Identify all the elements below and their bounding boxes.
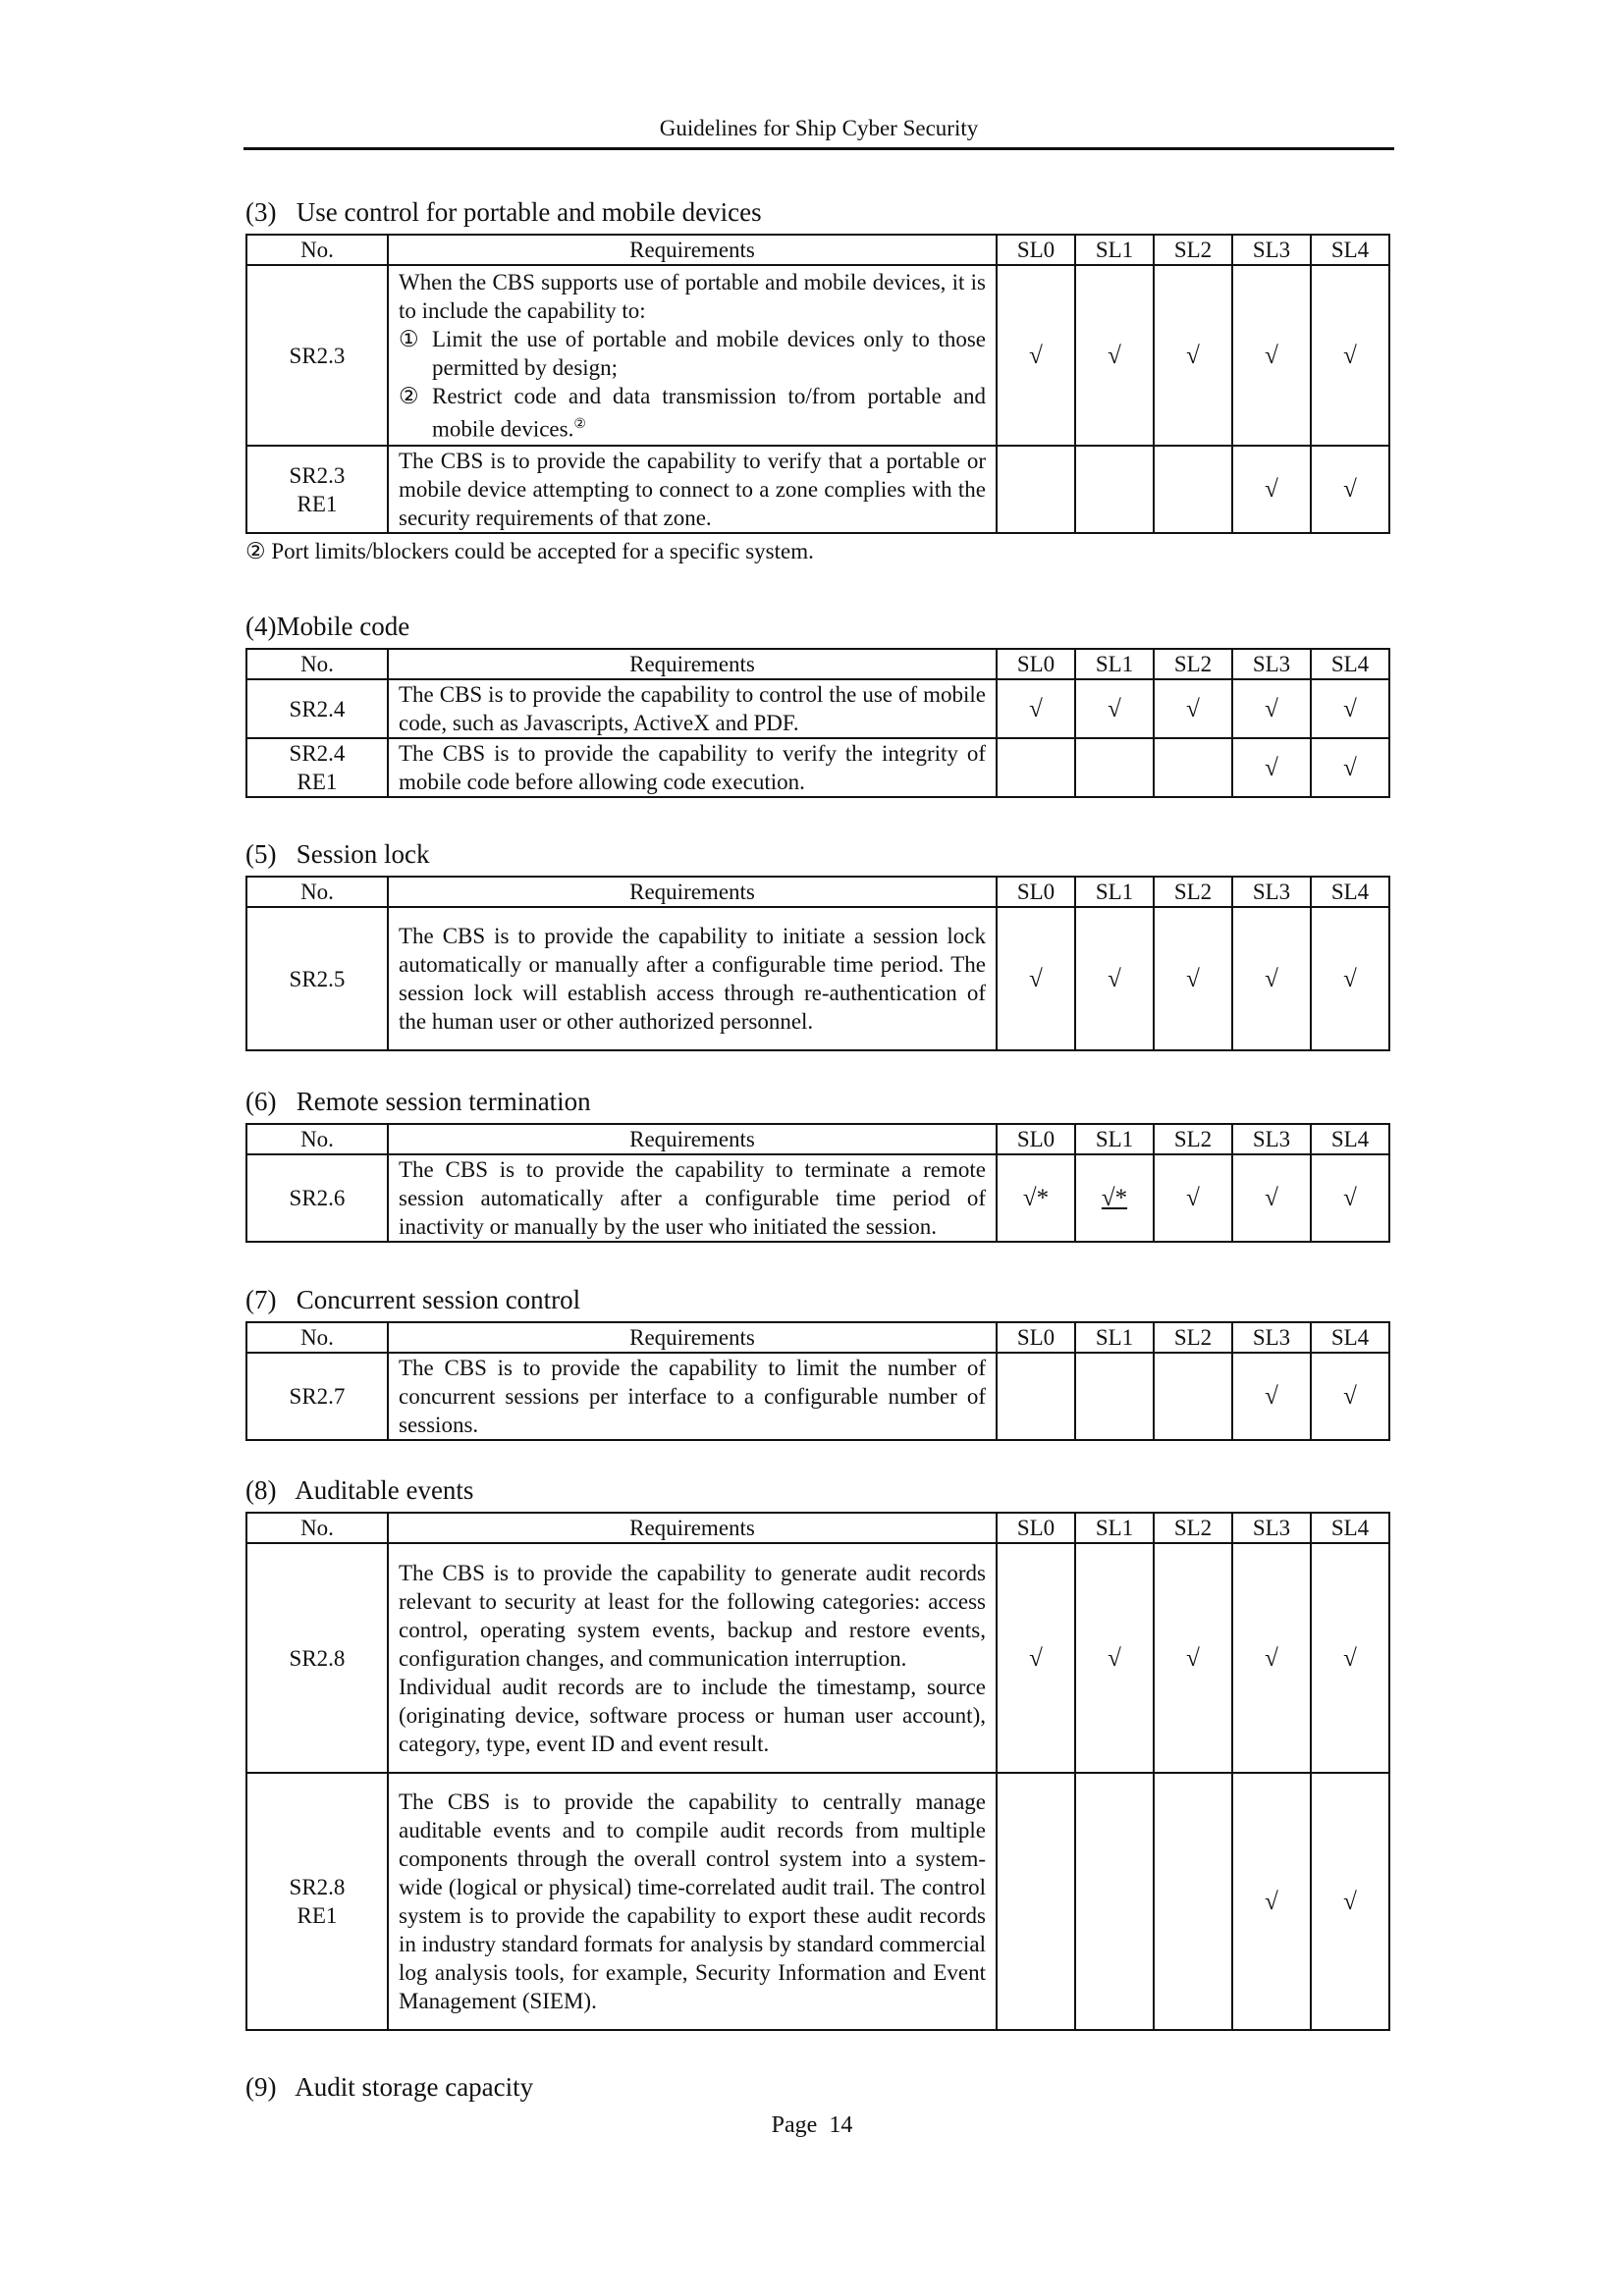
- requirement-number-line1: SR2.8: [289, 1875, 346, 1899]
- sl3-mark: √: [1232, 907, 1311, 1050]
- sl1-mark: [1075, 738, 1154, 797]
- sl2-mark: √: [1154, 907, 1232, 1050]
- sl0-mark: [997, 738, 1075, 797]
- item-number: ①: [399, 326, 419, 351]
- sl4-mark: √: [1311, 907, 1389, 1050]
- sl0-mark: √: [997, 679, 1075, 738]
- sl1-mark: [1075, 446, 1154, 533]
- sl0-mark: √: [997, 907, 1075, 1050]
- table-header-row: [246, 235, 1389, 265]
- header-requirements: Requirements: [388, 877, 997, 907]
- sl2-mark: [1154, 446, 1232, 533]
- header-sl4: SL4: [1311, 877, 1389, 907]
- header-requirements: Requirements: [388, 235, 997, 265]
- requirement-text: [388, 265, 997, 446]
- table-row: [246, 1353, 1389, 1440]
- requirement-text: The CBS is to provide the capability to limit the number of concurrent sessions per interface to a configurable number of sessions.: [388, 1353, 997, 1440]
- requirement-number: [246, 446, 388, 533]
- sl1-mark: √: [1075, 679, 1154, 738]
- sl0-mark: √: [997, 1543, 1075, 1773]
- header-no: No.: [246, 649, 388, 679]
- header-sl1: SL1: [1075, 1513, 1154, 1543]
- sl4-mark: √: [1311, 1773, 1389, 2030]
- requirements-table: [245, 1123, 1390, 1243]
- item-text: [432, 382, 986, 444]
- header-sl3: SL3: [1232, 1322, 1311, 1353]
- requirement-paragraph: The CBS is to provide the capability to generate audit records relevant to security at least for the following categories: access control, operating system events, backup and restore events, configuration changes, and communication interruption.: [399, 1560, 986, 1671]
- list-item: [399, 382, 986, 444]
- sl1-mark: √: [1075, 907, 1154, 1050]
- requirement-number: SR2.6: [246, 1154, 388, 1242]
- sl0-mark: √: [997, 265, 1075, 446]
- sl1-mark: [1075, 1773, 1154, 2030]
- sl2-mark: √: [1154, 1154, 1232, 1242]
- section-session-lock: [245, 838, 1388, 1051]
- requirement-number-line1: SR2.3: [289, 462, 346, 488]
- page-header: Guidelines for Ship Cyber Security: [244, 116, 1394, 150]
- sl4-mark: √: [1311, 265, 1389, 446]
- requirement-number-line2: RE1: [297, 1903, 338, 1928]
- requirement-number-line2: RE1: [297, 770, 338, 794]
- page-number: Page 14: [771, 2112, 853, 2138]
- requirements-table: [245, 648, 1390, 798]
- section-audit-storage-capacity: [245, 2071, 1388, 2109]
- section-remote-session-termination: [245, 1086, 1388, 1243]
- requirement-number-line2: RE1: [297, 491, 338, 516]
- header-sl2: SL2: [1154, 235, 1232, 265]
- sl4-mark: √: [1311, 1154, 1389, 1242]
- requirement-text: The CBS is to provide the capability to initiate a session lock automatically or manually after a configurable time period. The session lock will establish access through re-authentication of the human user or other authorized personnel.: [388, 907, 997, 1050]
- section-portable-devices: [245, 196, 1388, 566]
- requirement-text: The CBS is to provide the capability to terminate a remote session automatically after a configurable time period of inactivity or manually by the user who initiated the session.: [388, 1154, 997, 1242]
- item-text-body: Restrict code and data transmission to/from portable and mobile devices.: [432, 383, 986, 442]
- table-row: [246, 1543, 1389, 1773]
- section-title: (3) Use control for portable and mobile devices: [245, 197, 762, 227]
- table-row: [246, 738, 1389, 797]
- requirement-text: The CBS is to provide the capability to centrally manage auditable events and to compile audit records from multiple components through the overall control system into a system-wide (logical or physical) time-correlated audit trail. The control system is to provide the capability to export these audit records in industry standard formats for analysis by standard commercial log analysis tools, for example, Security Information and Event Management (SIEM).: [388, 1773, 997, 2030]
- sl4-mark: √: [1311, 1543, 1389, 1773]
- table-row: [246, 907, 1389, 1050]
- sl3-mark: √: [1232, 265, 1311, 446]
- requirement-text: The CBS is to provide the capability to control the use of mobile code, such as Javascripts, ActiveX and PDF.: [388, 679, 997, 738]
- table-header-row: [246, 1124, 1389, 1154]
- header-sl1: SL1: [1075, 235, 1154, 265]
- table-row: [246, 446, 1389, 533]
- header-no: No.: [246, 1124, 388, 1154]
- sl4-mark: √: [1311, 679, 1389, 738]
- sl2-mark: √: [1154, 679, 1232, 738]
- requirement-number: SR2.8: [246, 1543, 388, 1773]
- table-row: [246, 1773, 1389, 2030]
- sl3-mark: √: [1232, 1154, 1311, 1242]
- header-requirements: Requirements: [388, 1513, 997, 1543]
- requirement-number: [246, 1773, 388, 2030]
- item-text: Limit the use of portable and mobile devices only to those permitted by design;: [432, 326, 986, 380]
- requirement-text: [388, 1543, 997, 1773]
- header-sl0: SL0: [997, 1124, 1075, 1154]
- header-sl1: SL1: [1075, 877, 1154, 907]
- section-concurrent-session-control: [245, 1284, 1388, 1441]
- sl1-mark-underlined: √*: [1101, 1185, 1128, 1211]
- header-no: No.: [246, 1513, 388, 1543]
- sl2-mark: [1154, 738, 1232, 797]
- section-auditable-events: [245, 1474, 1388, 2031]
- requirements-table: [245, 876, 1390, 1051]
- header-sl2: SL2: [1154, 1124, 1232, 1154]
- requirement-number: SR2.5: [246, 907, 388, 1050]
- requirements-table: [245, 1321, 1390, 1441]
- sl3-mark: √: [1232, 446, 1311, 533]
- header-sl2: SL2: [1154, 1513, 1232, 1543]
- header-sl2: SL2: [1154, 877, 1232, 907]
- table-header-row: [246, 877, 1389, 907]
- header-sl2: SL2: [1154, 1322, 1232, 1353]
- requirement-number-line1: SR2.4: [289, 741, 346, 766]
- header-sl1: SL1: [1075, 649, 1154, 679]
- header-sl0: SL0: [997, 1322, 1075, 1353]
- section-title: (5) Session lock: [245, 839, 430, 869]
- header-sl0: SL0: [997, 235, 1075, 265]
- header-sl4: SL4: [1311, 1124, 1389, 1154]
- table-header-row: [246, 649, 1389, 679]
- header-sl0: SL0: [997, 877, 1075, 907]
- header-sl4: SL4: [1311, 235, 1389, 265]
- requirement-number: SR2.7: [246, 1353, 388, 1440]
- section-mobile-code: [245, 611, 1388, 798]
- sl1-mark: [1075, 1353, 1154, 1440]
- header-sl4: SL4: [1311, 1322, 1389, 1353]
- sl1-mark: √: [1075, 1543, 1154, 1773]
- header-sl0: SL0: [997, 1513, 1075, 1543]
- sl0-mark: [997, 1773, 1075, 2030]
- header-sl3: SL3: [1232, 1124, 1311, 1154]
- header-sl4: SL4: [1311, 649, 1389, 679]
- header-sl3: SL3: [1232, 235, 1311, 265]
- footnote: ② Port limits/blockers could be accepted for a specific system.: [245, 539, 814, 563]
- section-title: (6) Remote session termination: [245, 1087, 591, 1116]
- requirement-number: SR2.3: [246, 265, 388, 446]
- table-row: [246, 265, 1389, 446]
- sl4-mark: √: [1311, 446, 1389, 533]
- table-header-row: [246, 1513, 1389, 1543]
- requirement-number: SR2.4: [246, 679, 388, 738]
- sl1-mark: [1075, 1154, 1154, 1242]
- requirement-text: The CBS is to provide the capability to verify the integrity of mobile code before allowing code execution.: [388, 738, 997, 797]
- header-requirements: Requirements: [388, 1322, 997, 1353]
- header-sl4: SL4: [1311, 1513, 1389, 1543]
- header-sl1: SL1: [1075, 1322, 1154, 1353]
- sl3-mark: √: [1232, 1353, 1311, 1440]
- sl0-mark: √*: [997, 1154, 1075, 1242]
- table-row: [246, 679, 1389, 738]
- requirement-number: [246, 738, 388, 797]
- sl1-mark: √: [1075, 265, 1154, 446]
- sl3-mark: √: [1232, 679, 1311, 738]
- sl4-mark: √: [1311, 738, 1389, 797]
- header-sl1: SL1: [1075, 1124, 1154, 1154]
- section-title: (8) Auditable events: [245, 1475, 474, 1505]
- header-sl2: SL2: [1154, 649, 1232, 679]
- sl2-mark: √: [1154, 265, 1232, 446]
- header-sl3: SL3: [1232, 649, 1311, 679]
- requirement-intro: When the CBS supports use of portable and mobile devices, it is to include the capability to:: [399, 269, 986, 323]
- list-item: [399, 325, 986, 382]
- header-no: No.: [246, 877, 388, 907]
- header-no: No.: [246, 235, 388, 265]
- sl2-mark: [1154, 1353, 1232, 1440]
- table-header-row: [246, 1322, 1389, 1353]
- sl0-mark: [997, 1353, 1075, 1440]
- header-sl0: SL0: [997, 649, 1075, 679]
- item-number: ②: [399, 383, 419, 408]
- section-title: (9) Audit storage capacity: [245, 2072, 534, 2102]
- table-row: [246, 1154, 1389, 1242]
- sl0-mark: [997, 446, 1075, 533]
- sl2-mark: [1154, 1773, 1232, 2030]
- header-requirements: Requirements: [388, 1124, 997, 1154]
- sl2-mark: √: [1154, 1543, 1232, 1773]
- header-requirements: Requirements: [388, 649, 997, 679]
- header-no: No.: [246, 1322, 388, 1353]
- section-title: (7) Concurrent session control: [245, 1285, 581, 1314]
- requirement-text: The CBS is to provide the capability to verify that a portable or mobile device attempting to connect to a zone complies with the security requirements of that zone.: [388, 446, 997, 533]
- sl4-mark: √: [1311, 1353, 1389, 1440]
- requirements-table: [245, 234, 1390, 534]
- section-title: (4)Mobile code: [245, 612, 410, 641]
- header-sl3: SL3: [1232, 877, 1311, 907]
- sl3-mark: √: [1232, 1543, 1311, 1773]
- sl3-mark: √: [1232, 1773, 1311, 2030]
- requirement-paragraph: Individual audit records are to include the timestamp, source (originating device, software process or human user account), category, type, event ID and event result.: [399, 1674, 986, 1756]
- sl3-mark: √: [1232, 738, 1311, 797]
- footnote-marker: ②: [573, 416, 586, 432]
- requirements-table: [245, 1512, 1390, 2031]
- header-sl3: SL3: [1232, 1513, 1311, 1543]
